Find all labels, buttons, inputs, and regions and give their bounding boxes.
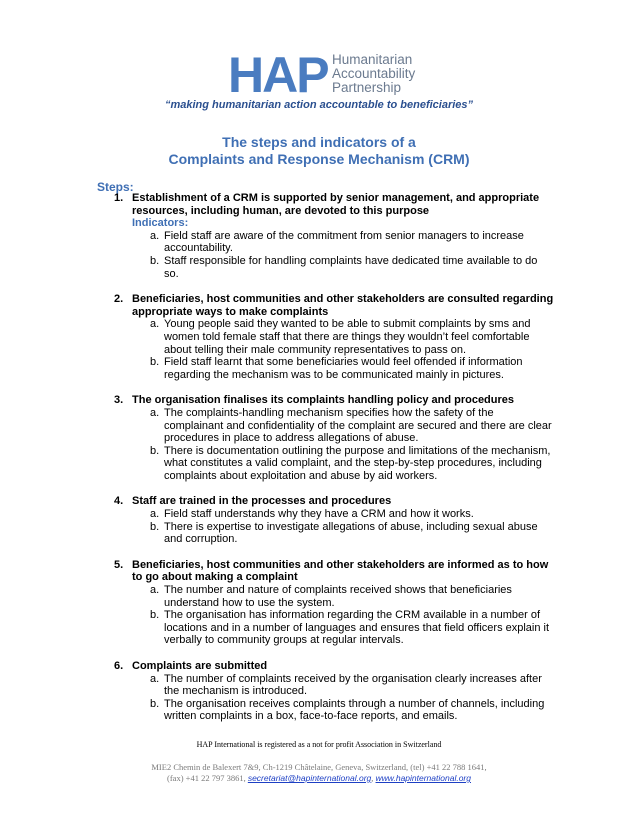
indicator-text: Field staff learnt that some beneficiaries would feel offended if information regarding the mechanism was to be communicated mainly in pictures. (164, 356, 523, 381)
indicator-text: The complaints-handling mechanism specifies how the safety of the complainant and confidentiality of the complaint are secured and there are clear procedures in place to address allegations of abuse. (164, 406, 552, 445)
indicator-item (150, 318, 554, 356)
step-text: Establishment of a CRM is supported by senior management, and appropriate resources, including human, are devoted to this purpose (132, 192, 540, 217)
step-text: Complaints are submitted (132, 660, 268, 672)
indicator-item (150, 584, 554, 609)
title-line-2: Complaints and Response Mechanism (CRM) (168, 151, 470, 167)
logo-line-3: Partnership (332, 80, 402, 95)
indicator-item (150, 698, 554, 723)
step-number: 6. (114, 660, 124, 672)
footer-address-line-2 (0, 773, 638, 784)
indicator-letter: a. (150, 318, 160, 331)
indicator-item (150, 508, 554, 521)
step-item (114, 660, 554, 723)
indicator-letter: b. (150, 254, 160, 267)
tagline: “making humanitarian action accountable to beneficiaries” (164, 99, 474, 111)
step-number: 1. (114, 192, 124, 204)
title-line-1: The steps and indicators of a (222, 134, 416, 150)
step-text: The organisation finalises its complaints handling policy and procedures (132, 394, 515, 407)
indicator-text: The number of complaints received by the organisation clearly increases after the mechanism is introduced. (164, 672, 542, 698)
footer-separator: , (371, 773, 374, 783)
indicator-text: The organisation has information regarding the CRM available in a number of locations and in a number of languages and ensures that field officers explain it verbally to community groups at regular intervals. (164, 609, 550, 647)
indicator-text: Field staff are aware of the commitment from senior managers to increase accountability. (164, 229, 524, 255)
logo-letters: HAP (228, 47, 328, 103)
indicators-label: Indicators: (132, 217, 189, 230)
step-number: 3. (114, 394, 124, 407)
step-number: 5. (114, 558, 124, 571)
document-title (0, 134, 638, 168)
indicator-item (150, 407, 554, 445)
indicator-letter: b. (150, 609, 160, 622)
logo-line-1: Humanitarian (332, 52, 413, 67)
step-item (114, 495, 554, 545)
step-item (114, 559, 554, 647)
indicator-letter: a. (150, 672, 160, 685)
steps-list (114, 192, 554, 736)
footer-website-link[interactable]: www.hapinternational.org (375, 773, 471, 783)
indicator-text: The number and nature of complaints received shows that beneficiaries understand how to use the system. (164, 584, 512, 609)
indicator-letter: a. (150, 508, 160, 521)
step-text: Beneficiaries, host communities and other stakeholders are consulted regarding appropriate ways to make complaints (132, 293, 554, 318)
footer-registration: HAP International is registered as a not for profit Association in Switzerland (196, 740, 442, 749)
indicator-text: There is expertise to investigate allegations of abuse, including sexual abuse and corruption. (164, 520, 538, 546)
indicator-text: There is documentation outlining the purpose and limitations of the mechanism, what constitutes a valid complaint, and the step-by-step procedures, including complaints about exploitation and abuse by aid workers. (164, 444, 551, 482)
logo-line-2: Accountability (332, 66, 416, 81)
indicator-item (150, 521, 554, 546)
footer-fax: (fax) +41 22 797 3861, (167, 773, 246, 783)
indicator-letter: a. (150, 406, 160, 419)
indicator-item (150, 673, 554, 698)
steps-heading: Steps: (97, 180, 134, 194)
step-text: Beneficiaries, host communities and other stakeholders are informed as to how to go about making a complaint (132, 558, 549, 584)
indicator-item (150, 230, 554, 255)
indicator-text: Field staff understands why they have a CRM and how it works. (164, 508, 474, 521)
indicator-text: The organisation receives complaints through a number of channels, including written complaints in a box, face-to-face reports, and emails. (164, 697, 545, 723)
step-item (114, 293, 554, 381)
indicator-item (150, 445, 554, 483)
indicator-item (150, 609, 554, 647)
indicator-letter: b. (150, 697, 160, 710)
indicator-letter: a. (150, 584, 160, 597)
step-item (114, 192, 554, 280)
indicator-letter: a. (150, 229, 160, 242)
hap-logo (228, 47, 448, 103)
step-number: 4. (114, 495, 124, 508)
step-item (114, 394, 554, 482)
indicator-letter: b. (150, 444, 160, 457)
indicator-text: Young people said they wanted to be able to submit complaints by sms and women told female staff that there are things they wouldn’t feel comfortable about telling their male community representatives to pass on. (164, 318, 531, 356)
indicator-item (150, 356, 554, 381)
step-number: 2. (114, 293, 124, 306)
footer-address (0, 762, 638, 784)
indicator-letter: b. (150, 356, 160, 369)
indicator-item (150, 255, 554, 280)
indicator-letter: b. (150, 520, 160, 533)
logo-wordmark (332, 53, 415, 95)
step-text: Staff are trained in the processes and procedures (132, 495, 392, 508)
indicator-text: Staff responsible for handling complaints have dedicated time available to do so. (164, 254, 538, 280)
footer-email-link[interactable]: secretariat@hapinternational.org (247, 773, 372, 783)
footer-address-line-1: MIE2 Chemin de Balexert 7&9, Ch-1219 Châtelaine, Geneva, Switzerland, (tel) +41 22 788 1641, (151, 762, 487, 772)
